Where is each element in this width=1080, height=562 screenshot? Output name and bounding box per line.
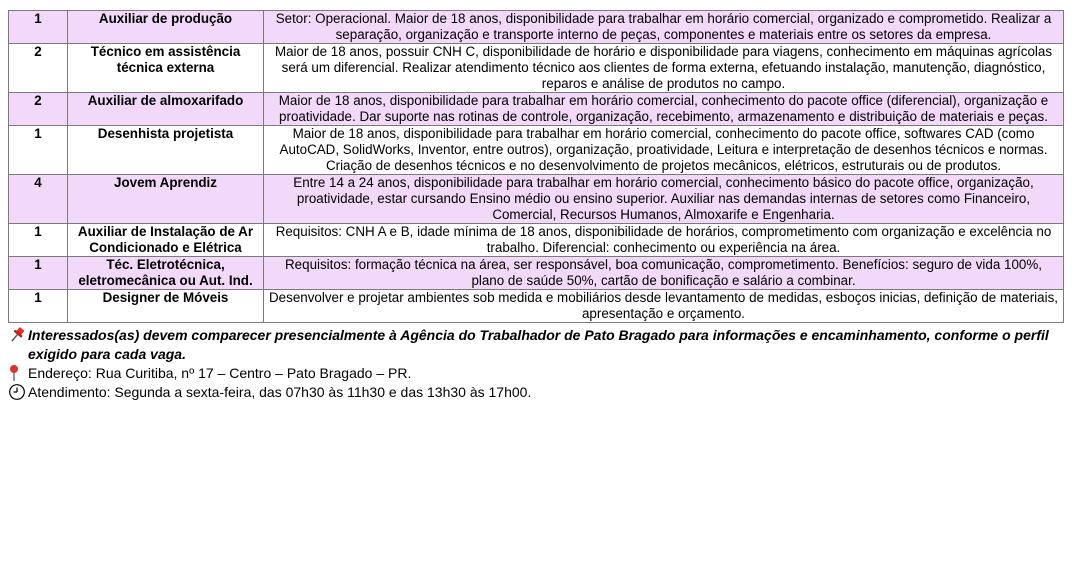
address-line [8, 364, 1066, 383]
jobs-table [8, 10, 1064, 323]
job-description: Maior de 18 anos, disponibilidade para trabalhar em horário comercial, conhecimento do pacote office (diferencial), organização e proatividade. Dar suporte nas rotinas de controle, organização, recebimento, armazenamento e distribuição de materiais e peças. [264, 93, 1064, 126]
job-description: Entre 14 a 24 anos, disponibilidade para trabalhar em horário comercial, conhecimento básico do pacote office, organização, proatividade, estar cursando Ensino médio ou ensino superior. Auxiliar nas demandas internas de setores como Financeiro, Comercial, Recursos Humanos, Almoxarife e Engenharia. [264, 175, 1064, 224]
job-role: Auxiliar de produção [68, 11, 264, 44]
job-qty: 2 [9, 93, 68, 126]
jobs-table-body [9, 11, 1064, 323]
job-row [9, 11, 1064, 44]
job-row [9, 93, 1064, 126]
address-text: Endereço: Rua Curitiba, nº 17 – Centro – Pato Bragado – PR. [28, 365, 412, 381]
hours-line [8, 383, 1066, 402]
job-row [9, 126, 1064, 175]
job-qty: 1 [9, 224, 68, 257]
job-row [9, 175, 1064, 224]
job-listing [8, 10, 1066, 402]
job-role: Designer de Móveis [68, 290, 264, 323]
job-description: Setor: Operacional. Maior de 18 anos, disponibilidade para trabalhar em horário comercial, organizado e comprometido. Realizar a separação, organização e transporte interno de peças, componentes e materiais entre os setores da empresa. [264, 11, 1064, 44]
job-description: Maior de 18 anos, possuir CNH C, disponibilidade de horário e disponibilidade para viagens, conhecimento em máquinas agrícolas será um diferencial. Realizar atendimento técnico aos clientes de forma externa, efetuando instalação, manutenção, diagnóstico, reparos e análise de produtos no campo. [264, 44, 1064, 93]
contact-note [8, 326, 1066, 364]
job-row [9, 44, 1064, 93]
job-row [9, 224, 1064, 257]
job-description: Maior de 18 anos, disponibilidade para trabalhar em horário comercial, conhecimento do pacote office, softwares CAD (como AutoCAD, SolidWorks, Inventor, entre outros), organização, proatividade, Leitura e interpretação de desenhos técnicos e normas. Criação de desenhos técnicos e no desenvolvimento de projetos mecânicos, elétricos, estruturais ou de produtos. [264, 126, 1064, 175]
job-qty: 1 [9, 11, 68, 44]
job-qty: 4 [9, 175, 68, 224]
job-role: Técnico em assistência técnica externa [68, 44, 264, 93]
job-role: Auxiliar de almoxarifado [68, 93, 264, 126]
job-description: Requisitos: CNH A e B, idade mínima de 18 anos, disponibilidade de horários, comprometimento com organização e excelência no trabalho. Diferencial: conhecimento ou experiência na área. [264, 224, 1064, 257]
pushpin-icon [8, 326, 28, 344]
job-role: Auxiliar de Instalação de Ar Condicionado e Elétrica [68, 224, 264, 257]
clock-icon [8, 383, 28, 401]
contact-note-text: Interessados(as) devem comparecer presencialmente à Agência do Trabalhador de Pato Bragado para informações e encaminhamento, conforme o perfil exigido para cada vaga. [28, 327, 1049, 362]
footer-info [8, 326, 1066, 402]
job-role: Jovem Aprendiz [68, 175, 264, 224]
job-qty: 2 [9, 44, 68, 93]
job-row [9, 257, 1064, 290]
job-qty: 1 [9, 290, 68, 323]
job-role: Desenhista projetista [68, 126, 264, 175]
round-pushpin-icon [8, 364, 28, 382]
hours-text: Atendimento: Segunda a sexta-feira, das 07h30 às 11h30 e das 13h30 às 17h00. [28, 384, 532, 400]
job-qty: 1 [9, 126, 68, 175]
job-role: Téc. Eletrotécnica, eletromecânica ou Aut. Ind. [68, 257, 264, 290]
job-description: Desenvolver e projetar ambientes sob medida e mobiliários desde levantamento de medidas, esboços inicias, definição de materiais, apresentação e orçamento. [264, 290, 1064, 323]
job-description: Requisitos: formação técnica na área, ser responsável, boa comunicação, comprometimento. Benefícios: seguro de vida 100%, plano de saúde 50%, cartão de bonificação e salário a combinar. [264, 257, 1064, 290]
job-row [9, 290, 1064, 323]
job-qty: 1 [9, 257, 68, 290]
